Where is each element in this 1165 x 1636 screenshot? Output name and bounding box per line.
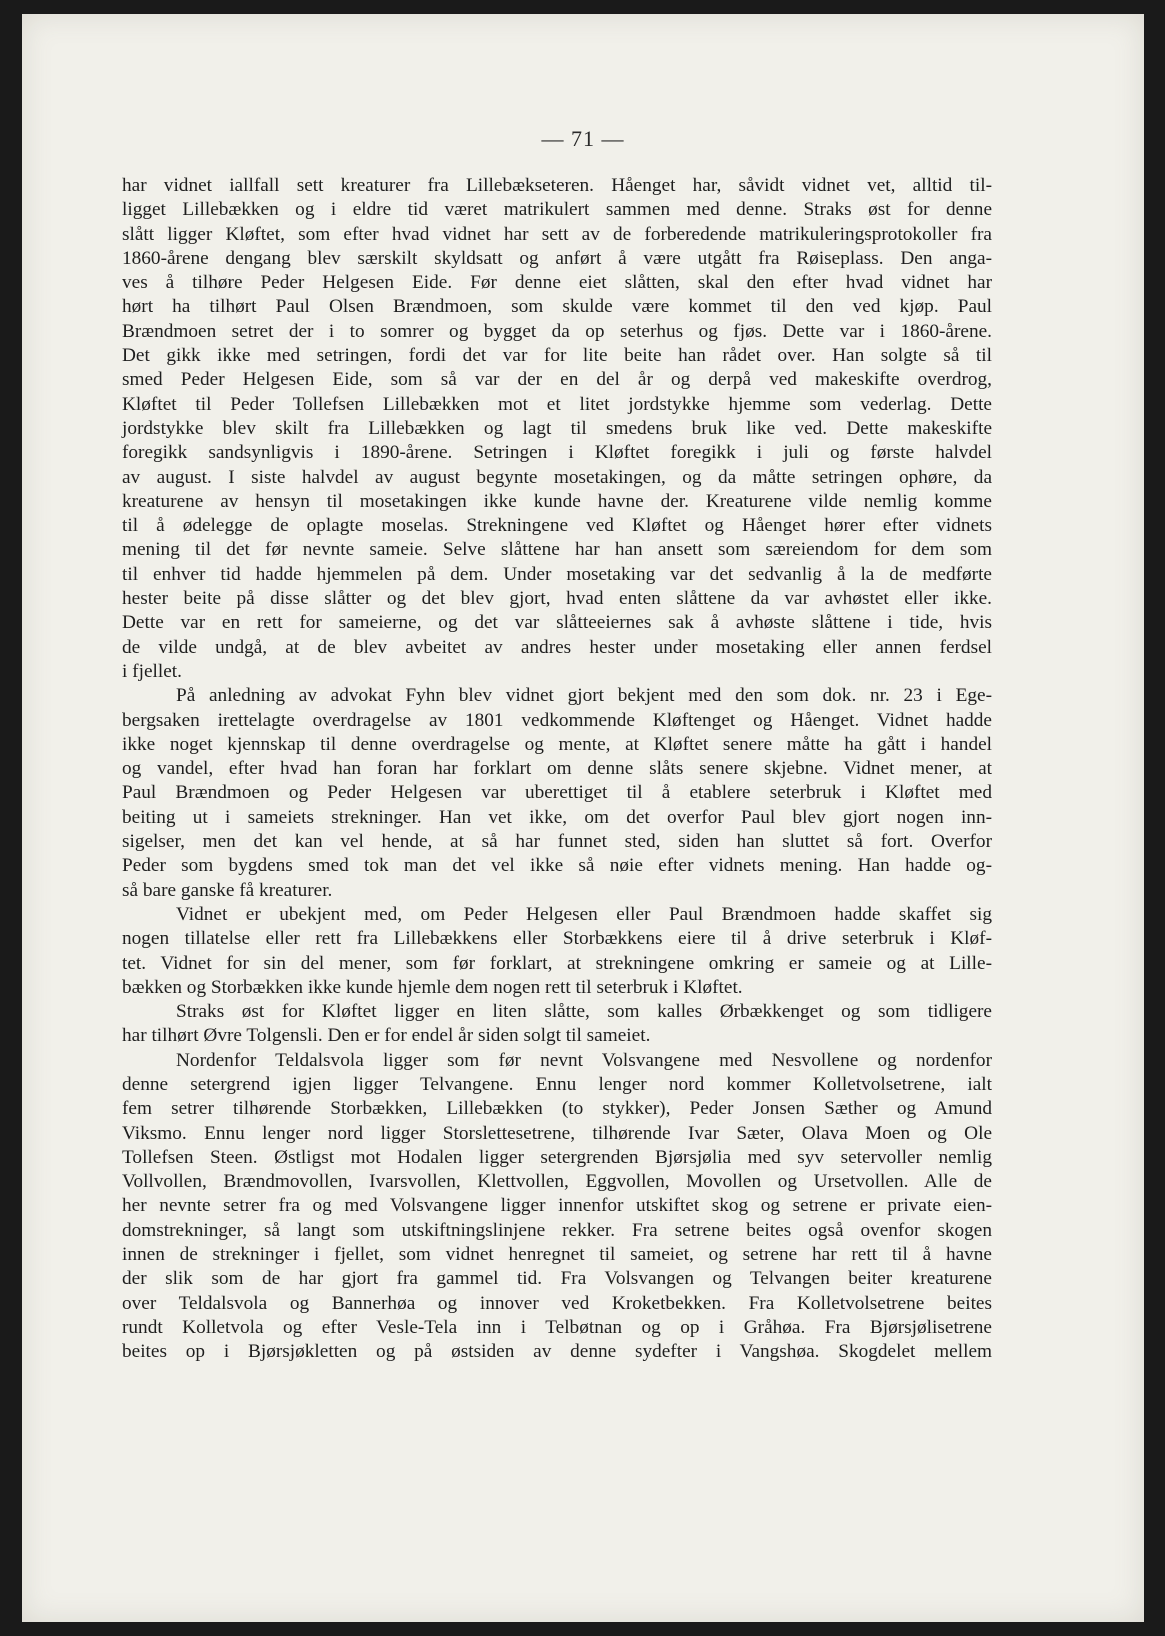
text-line: fem setrer tilhørende Storbækken, Lillebækken (to stykker), Peder Jonsen Sæther og Amund bbox=[122, 1098, 992, 1120]
text-line: beiting ut i sameiets strekninger. Han vet ikke, om det overfor Paul blev gjort nogen inn- bbox=[122, 806, 992, 828]
text-line: har vidnet iallfall sett kreaturer fra Lillebækseteren. Håenget har, såvidt vidnet vet, alltid til- bbox=[122, 175, 992, 196]
text-line: 1860-årene dengang blev særskilt skyldsatt og anført å være utgått fra Røiseplass. Den anga- bbox=[122, 247, 992, 269]
text-line: bergsaken irettelagte overdragelse av 1801 vedkommende Kløftenget og Håenget. Vidnet hadde bbox=[122, 709, 992, 731]
text-line: Brændmoen setret der i to somrer og bygget da op seterhus og fjøs. Dette var i 1860-årene. bbox=[122, 320, 992, 342]
text-line: domstrekninger, så langt som utskiftningslinjene rekker. Fra setrene beites også ovenfor skogen bbox=[122, 1219, 992, 1241]
text-line: Vollvollen, Brændmovollen, Ivarsvollen, Klettvollen, Eggvollen, Movollen og Ursetvollen. Alle de bbox=[122, 1171, 992, 1193]
text-line: beites op i Bjørsjøkletten og på østsiden av denne sydefter i Vangshøa. Skogdelet mellem bbox=[122, 1341, 992, 1363]
text-line: Vidnet er ubekjent med, om Peder Helgesen eller Paul Brændmoen hadde skaffet sig bbox=[176, 903, 992, 925]
text-line: til å ødelegge de oplagte moselas. Strekningene ved Kløftet og Håenget hører efter vidnets bbox=[122, 515, 992, 537]
text-line: bækken og Storbækken ikke kunde hjemle dem nogen rett til seterbruk i Kløftet. bbox=[122, 976, 743, 998]
text-line: i fjellet. bbox=[122, 660, 182, 682]
text-line: sigelser, men det kan vel hende, at så har funnet sted, siden han sluttet så fort. Overfor bbox=[122, 831, 992, 853]
text-line: Nordenfor Teldalsvola ligger som før nevnt Volsvangene med Nesvollene og nordenfor bbox=[176, 1049, 992, 1071]
text-line: hørt ha tilhørt Paul Olsen Brændmoen, som skulde være kommet til den ved kjøp. Paul bbox=[122, 296, 992, 318]
document-page bbox=[22, 14, 1144, 1622]
text-line: innen de strekninger i fjellet, som vidnet henregnet til sameiet, og setrene har rett til å havne bbox=[122, 1244, 992, 1266]
text-line: Tollefsen Steen. Østligst mot Hodalen ligger setergrenden Bjørsjølia med syv setervoller nemlig bbox=[122, 1146, 992, 1168]
text-line: foregikk sandsynligvis i 1890-årene. Setringen i Kløftet foregikk i juli og første halvdel bbox=[122, 442, 992, 464]
text-line: Straks øst for Kløftet ligger en liten slåtte, som kalles Ørbækkenget og som tidligere bbox=[176, 1001, 992, 1023]
text-line: ikke noget kjennskap til denne overdragelse og mente, at Kløftet senere måtte ha gått i handel bbox=[122, 733, 992, 755]
text-line: av august. I siste halvdel av august begynte mosetakingen, og da måtte setringen ophøre, da bbox=[122, 466, 992, 488]
text-line: smed Peder Helgesen Eide, som så var der en del år og derpå ved makeskifte overdrog, bbox=[122, 369, 992, 391]
page-number: — 71 — bbox=[541, 126, 625, 151]
text-line: Peder som bygdens smed tok man det vel ikke så nøie efter vidnets mening. Han hadde og- bbox=[122, 855, 992, 877]
text-line: ligget Lillebækken og i eldre tid været matrikulert sammen med denne. Straks øst for denne bbox=[122, 199, 992, 221]
text-line: jordstykke blev skilt fra Lillebækken og lagt til smedens bruk like ved. Dette makeskifte bbox=[122, 417, 992, 439]
body-text bbox=[122, 174, 992, 1365]
text-line: På anledning av advokat Fyhn blev vidnet gjort bekjent med den som dok. nr. 23 i Ege- bbox=[176, 685, 992, 707]
text-line: Kløftet til Peder Tollefsen Lillebækken mot et litet jordstykke hjemme som vederlag. Dette bbox=[122, 393, 992, 415]
text-line: de vilde undgå, at de blev avbeitet av andres hester under mosetaking eller annen ferdsel bbox=[122, 636, 992, 658]
text-line: der slik som de har gjort fra gammel tid. Fra Volsvangen og Telvangen beiter kreaturene bbox=[122, 1268, 992, 1290]
text-line: Dette var en rett for sameierne, og det var slåtteeiernes sak å avhøste slåttene i tide, hvis bbox=[122, 612, 992, 634]
text-line: Paul Brændmoen og Peder Helgesen var uberettiget til å etablere seterbruk i Kløftet med bbox=[122, 782, 992, 804]
text-line: tet. Vidnet for sin del mener, som før forklart, at strekningene omkring er sameie og at Lille- bbox=[122, 952, 992, 974]
text-line: hester beite på disse slåtter og det blev gjort, hvad enten slåttene da var avhøstet eller ikke. bbox=[122, 588, 992, 610]
text-line: her nevnte setrer fra og med Volsvangene ligger innenfor utskiftet skog og setrene er private eien- bbox=[122, 1195, 992, 1217]
text-line: rundt Kolletvola og efter Vesle-Tela inn i Telbøtnan og op i Gråhøa. Fra Bjørsjølisetrene bbox=[122, 1316, 992, 1338]
text-line: Det gikk ikke med setringen, fordi det var for lite beite han rådet over. Han solgte så til bbox=[122, 345, 992, 367]
text-line: slått ligger Kløftet, som efter hvad vidnet har sett av de forberedende matrikuleringsprotokoller fra bbox=[122, 223, 992, 245]
text-line: så bare ganske få kreaturer. bbox=[122, 879, 333, 901]
text-line: ves å tilhøre Peder Helgesen Eide. Før denne eiet slåtten, skal den efter hvad vidnet har bbox=[122, 272, 992, 294]
text-line: denne setergrend igjen ligger Telvangene. Ennu lenger nord kommer Kolletvolsetrene, ialt bbox=[122, 1073, 992, 1095]
text-line: nogen tillatelse eller rett fra Lillebækkens eller Storbækkens eiere til å drive seterbruk i Kløf- bbox=[122, 928, 992, 950]
text-line: til enhver tid hadde hjemmelen på dem. Under mosetaking var det sedvanlig å la de medførte bbox=[122, 563, 992, 585]
text-line: mening til det før nevnte sameie. Selve slåttene har han ansett som særeiendom for dem som bbox=[122, 539, 992, 561]
text-line: over Teldalsvola og Bannerhøa og innover ved Kroketbekken. Fra Kolletvolsetrene beites bbox=[122, 1292, 992, 1314]
text-line: Viksmo. Ennu lenger nord ligger Storslettesetrene, tilhørende Ivar Sæter, Olava Moen og Ole bbox=[122, 1122, 992, 1144]
text-line: har tilhørt Øvre Tolgensli. Den er for endel år siden solgt til sameiet. bbox=[122, 1025, 651, 1047]
text-line: kreaturene av hensyn til mosetakingen ikke kunde havne der. Kreaturene vilde nemlig komme bbox=[122, 490, 992, 512]
text-line: og vandel, efter hvad han foran har forklart om denne slåts senere skjebne. Vidnet mener, at bbox=[122, 758, 992, 780]
